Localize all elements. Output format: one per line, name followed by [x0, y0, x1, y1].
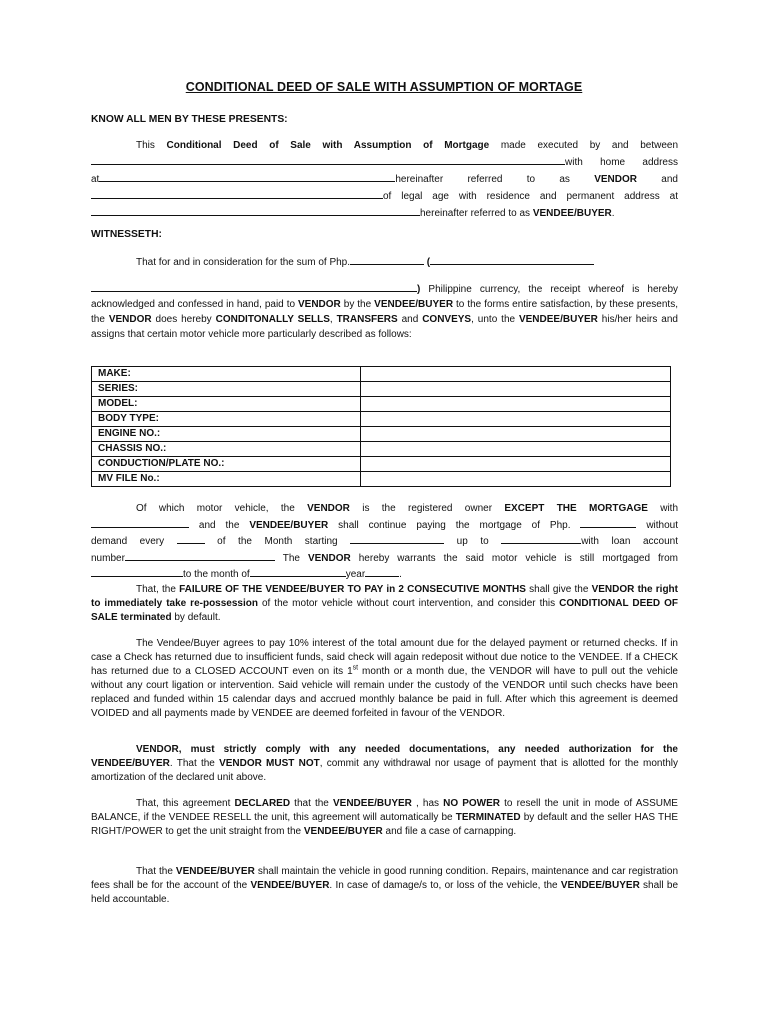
- vehicle-field-label: MODEL:: [92, 397, 361, 412]
- table-row: [92, 457, 671, 472]
- table-row: [92, 382, 671, 397]
- interest-paragraph: [91, 637, 678, 721]
- know-all-heading: KNOW ALL MEN BY THESE PRESENTS:: [91, 114, 288, 125]
- vehicle-field-label: CONDUCTION/PLATE NO.:: [92, 457, 361, 472]
- mortgage-line-5: to the month of year .: [91, 565, 678, 582]
- vehicle-field-label: ENGINE NO.:: [92, 427, 361, 442]
- intro-line-1: This Conditional Deed of Sale with Assumption of Mortgage made executed by and between: [136, 140, 679, 151]
- interest-text: The Vendee/Buyer agrees to pay 10% interest of the total amount due for the delayed payment or returned checks. If in case a Check has returned due to insufficient funds, said check will again redeposit without due notice to the VENDEE. If a CHECK has returned due to a CLOSED ACCOUNT even on its 1st month or a month due, the VENDOR will have to pull out the vehicle without any court ligation or intervention. Said vehicle will remain under the custody of the VENDOR until such checks have been replaced and funded within 15 calendar days and accrued monthly balance be paid in full. After which this agreement is deemed VOIDED and all payments made by VENDEE are deemed forfeited in favour of the VENDOR.: [91, 638, 678, 719]
- document-title: CONDITIONAL DEED OF SALE WITH ASSUMPTION OF MORTAGE: [185, 80, 583, 94]
- table-row: [92, 397, 671, 412]
- vehicle-description-table: [91, 366, 671, 487]
- start-month-blank[interactable]: [350, 532, 444, 544]
- vehicle-field-value[interactable]: [361, 412, 671, 427]
- mortgagee-blank[interactable]: [91, 516, 189, 528]
- mortgage-line-4: number The VENDOR hereby warrants the said motor vehicle is still mortgaged from: [91, 549, 678, 566]
- due-day-blank[interactable]: [177, 532, 205, 544]
- intro-line-5: hereinafter referred to as VENDEE/BUYER.: [91, 204, 678, 221]
- witnesseth-heading: WITNESSETH:: [91, 229, 162, 240]
- comply-paragraph: [91, 743, 678, 785]
- resell-paragraph: [91, 797, 678, 839]
- sum-words-blank[interactable]: [430, 253, 594, 265]
- vehicle-field-label: MAKE:: [92, 367, 361, 382]
- vehicle-field-label: BODY TYPE:: [92, 412, 361, 427]
- failure-text: That, the FAILURE OF THE VENDEE/BUYER TO PAY in 2 CONSECUTIVE MONTHS shall give the VENDOR the right to immediately take re-possession of the motor vehicle without court intervention, and consider this CONDITIONAL DEED OF SALE terminated by default.: [91, 584, 679, 623]
- comply-text: VENDOR, must strictly comply with any needed documentations, any needed authorization for the VENDEE/BUYER. That the VENDOR MUST NOT, commit any withdrawal nor usage of payment that is allotted for the monthly amortization of the declared unit above.: [91, 744, 679, 783]
- vehicle-field-value[interactable]: [361, 382, 671, 397]
- vendee-name-blank[interactable]: [91, 187, 383, 199]
- vendee-address-blank[interactable]: [91, 204, 420, 216]
- mortgage-line-3: demand every of the Month starting up to with loan account: [91, 532, 678, 549]
- mortgage-line-2: and the VENDEE/BUYER shall continue paying the mortgage of Php. without: [91, 516, 678, 533]
- maintain-text: That the VENDEE/BUYER shall maintain the vehicle in good running condition. Repairs, maintenance and car registration fees shall be for the account of the VENDEE/BUYER. In case of damage/s to, or loss of the vehicle, the VENDEE/BUYER shall be held accountable.: [91, 866, 679, 905]
- table-row: [92, 442, 671, 457]
- vendor-name-blank[interactable]: [91, 153, 565, 165]
- mortgage-from-blank[interactable]: [91, 565, 183, 577]
- maintain-paragraph: [91, 865, 678, 907]
- intro-paragraph: [91, 138, 678, 221]
- loan-account-blank[interactable]: [125, 549, 275, 561]
- intro-line-4: of legal age with residence and permanent address at: [91, 187, 678, 204]
- vehicle-field-value[interactable]: [361, 427, 671, 442]
- mortgage-amount-blank[interactable]: [580, 516, 636, 528]
- vehicle-field-label: MV FILE No.:: [92, 472, 361, 487]
- vehicle-field-value[interactable]: [361, 457, 671, 472]
- vehicle-field-label: SERIES:: [92, 382, 361, 397]
- vehicle-field-value[interactable]: [361, 367, 671, 382]
- sum-words-continued-blank[interactable]: [91, 280, 417, 292]
- mortgage-line-1: Of which motor vehicle, the VENDOR is the registered owner EXCEPT THE MORTGAGE with: [136, 503, 679, 514]
- table-row: [92, 367, 671, 382]
- failure-paragraph: [91, 583, 678, 625]
- mortgage-to-month-blank[interactable]: [250, 565, 346, 577]
- vehicle-field-label: CHASSIS NO.:: [92, 442, 361, 457]
- mortgage-year-blank[interactable]: [365, 565, 399, 577]
- table-row: [92, 427, 671, 442]
- consideration-line-1: That for and in consideration for the sum of Php. (: [91, 253, 678, 270]
- table-row: [92, 472, 671, 487]
- vendor-address-blank[interactable]: [99, 170, 395, 182]
- sum-php-blank[interactable]: [350, 253, 424, 265]
- vehicle-field-value[interactable]: [361, 442, 671, 457]
- intro-line-3: at hereinafter referred to as VENDOR and: [91, 170, 678, 187]
- consideration-paragraph: [91, 253, 678, 342]
- consideration-body: ) Philippine currency, the receipt whereof is hereby acknowledged and confessed in hand, paid to VENDOR by the VENDEE/BUYER to the forms entire satisfaction, by these presents, the VENDOR does hereby CONDITONALLY SELLS, TRANSFERS and CONVEYS, unto the VENDEE/BUYER his/her heirs and assigns that certain motor vehicle more particularly described as follows:: [91, 280, 678, 342]
- vehicle-field-value[interactable]: [361, 397, 671, 412]
- end-month-blank[interactable]: [501, 532, 581, 544]
- resell-text: That, this agreement DECLARED that the VENDEE/BUYER , has NO POWER to resell the unit in mode of ASSUME BALANCE, if the VENDEE RESELL the unit, this agreement will automatically be TERMINATED by default and the seller HAS THE RIGHT/POWER to get the unit straight from the VENDEE/BUYER and file a case of carnapping.: [91, 798, 678, 837]
- intro-line-2: with home address: [91, 153, 678, 170]
- mortgage-paragraph: [91, 502, 678, 582]
- table-row: [92, 412, 671, 427]
- vehicle-field-value[interactable]: [361, 472, 671, 487]
